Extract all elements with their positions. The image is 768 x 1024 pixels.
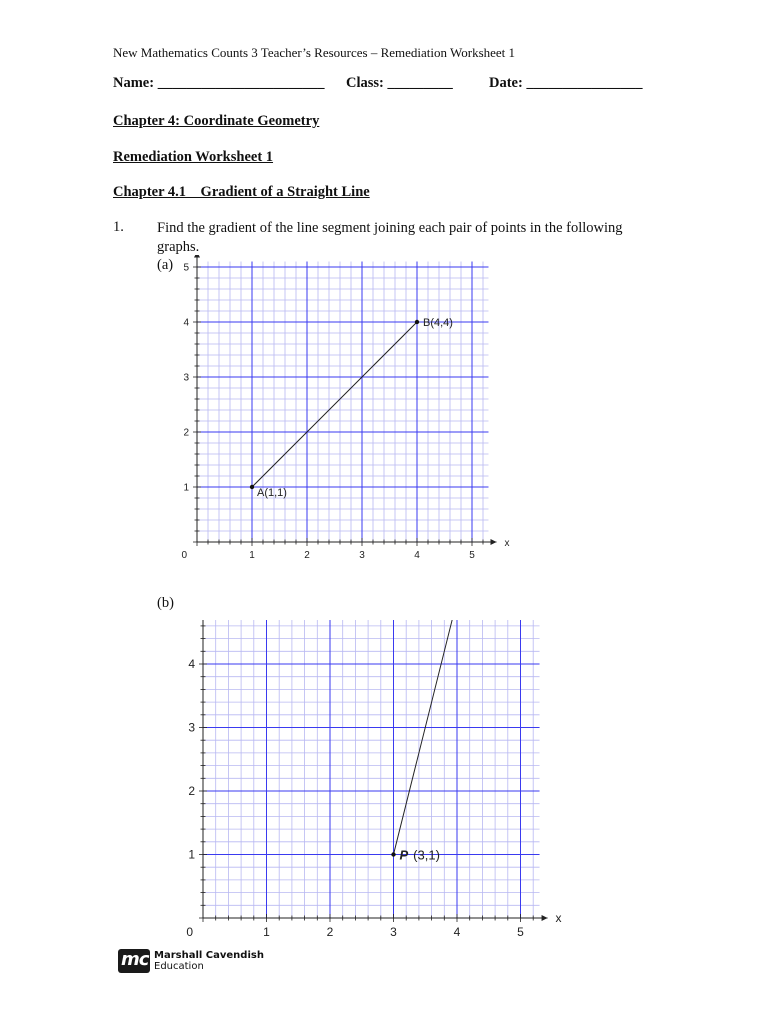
y-tick-label: 5 [183,262,189,274]
worksheet-heading: Remediation Worksheet 1 [113,149,274,165]
x-axis-arrow [491,539,497,545]
x-tick-label: 4 [414,550,420,561]
graph-b [170,620,570,945]
section-heading: Chapter 4.1 Gradient of a Straight Line [113,184,370,200]
point-label-b: B(4,4) [423,317,453,329]
line-segment [394,620,458,855]
point-label-a: A(1,1) [257,487,287,499]
y-tick-label: 4 [188,657,195,671]
y-tick-label: 2 [183,427,189,439]
x-axis-label: x [504,538,510,549]
point-marker [391,852,395,856]
chapter-heading: Chapter 4: Coordinate Geometry [113,113,320,129]
x-tick-label: 3 [359,550,365,561]
y-tick-label: 1 [183,482,189,494]
x-tick-label: 2 [304,550,310,561]
x-tick-label: 1 [263,925,270,939]
x-tick-label: 5 [469,550,475,561]
part-a-label: (a) [157,257,174,273]
name-field: Name: _______________________ [113,75,325,91]
graph-a [170,255,510,565]
question-text: Find the gradient of the line segment joining each pair of points in the following graphs. [157,220,623,255]
part-b-label: (b) [157,595,174,611]
x-tick-label: 5 [517,925,524,939]
document-header: New Mathematics Counts 3 Teacher’s Resources – Remediation Worksheet 1 [113,45,516,60]
x-tick-label: 4 [453,925,461,939]
point-marker [250,485,254,489]
y-tick-label: 4 [183,317,189,329]
question-number: 1. [113,219,124,235]
logo-text [154,950,264,972]
logo-mark-text: mc [121,949,149,970]
y-tick-label: 3 [183,372,189,384]
point-marker [415,320,419,324]
publisher-logo [118,949,264,975]
x-axis-arrow [542,915,548,921]
origin-label: 0 [181,550,187,561]
point-name: P [399,847,409,863]
x-tick-label: 3 [390,925,397,939]
point-label-p [400,848,440,863]
origin-label: 0 [186,925,193,939]
logo-line1: Marshall Cavendish [154,950,264,961]
y-tick-label: 1 [188,847,195,862]
line-segment [252,322,417,487]
x-tick-label: 2 [326,925,334,939]
point-coords: (3,1) [413,847,440,863]
x-axis-label: x [555,911,562,925]
x-tick-label: 1 [249,550,255,561]
logo-line2: Education [154,961,204,972]
y-tick-label: 2 [188,784,195,798]
y-axis-arrow [194,255,200,258]
y-tick-label: 3 [188,720,195,735]
mc-logo-mark [118,949,150,973]
date-field: Date: ________________ [489,75,643,91]
class-field: Class: _________ [346,75,453,91]
